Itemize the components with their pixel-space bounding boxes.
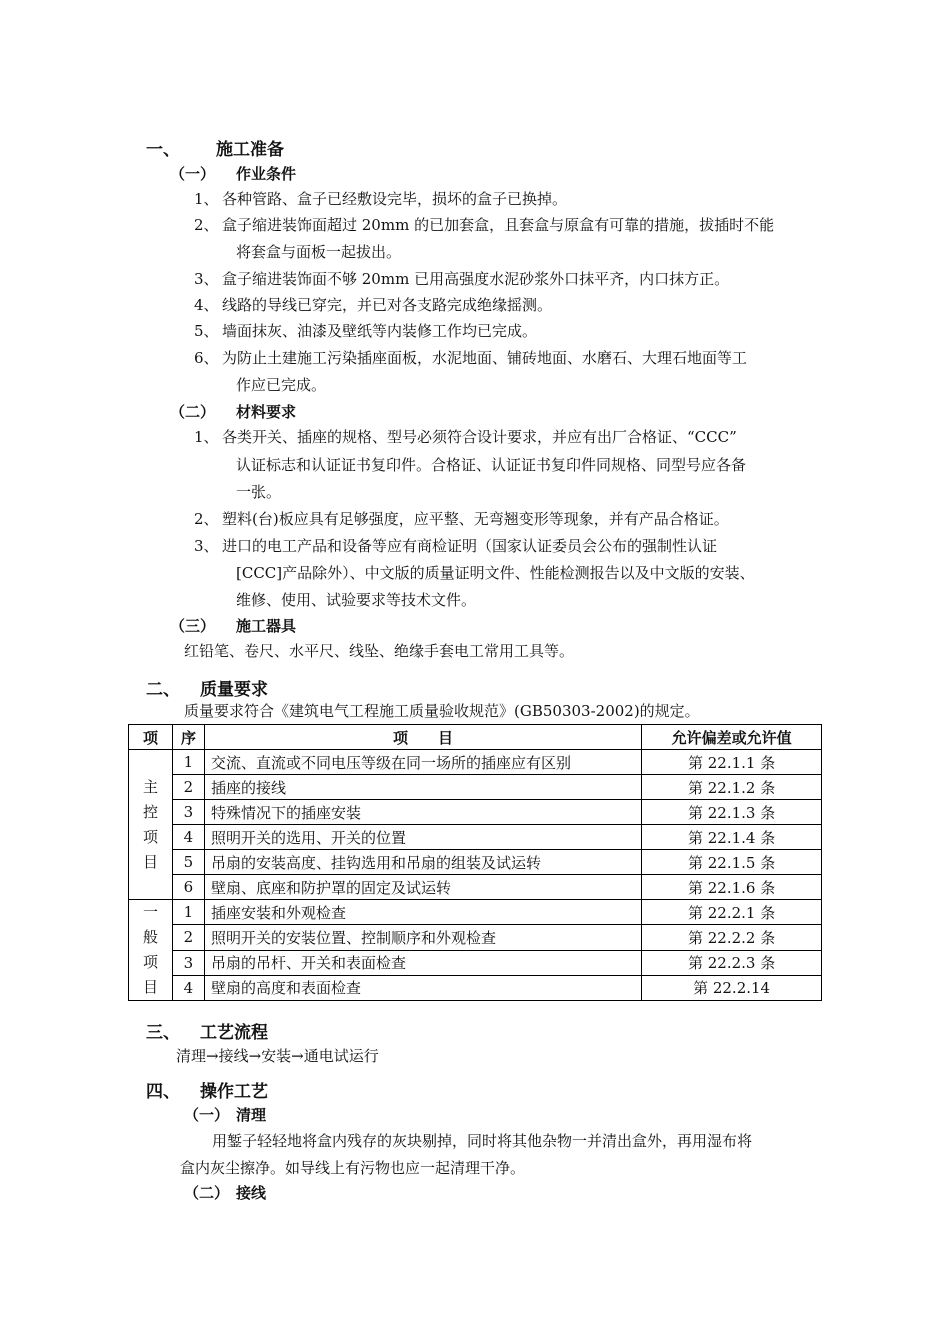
row-value: 第 22.1.6 条 xyxy=(642,875,822,900)
row-seq: 2 xyxy=(172,775,204,800)
list-item-continued: 将套盒与面板一起拔出。 xyxy=(236,243,402,261)
row-item: 吊扇的吊杆、开关和表面检查 xyxy=(204,950,641,975)
table-header-row xyxy=(129,725,822,750)
list-item-continued: 作应已完成。 xyxy=(236,376,327,394)
list-number: 2、 xyxy=(194,510,219,528)
list-item-continued: 维修、使用、试验要求等技术文件。 xyxy=(236,591,477,609)
list-item: 塑料(台)板应具有足够强度，应平整、无弯翘变形等现象，并有产品合格证。 xyxy=(222,510,729,528)
table-row xyxy=(129,875,822,900)
row-value: 第 22.1.5 条 xyxy=(642,850,822,875)
row-value: 第 22.2.3 条 xyxy=(642,950,822,975)
sub-1-1-title: 作业条件 xyxy=(236,165,297,183)
row-item: 特殊情况下的插座安装 xyxy=(204,800,641,825)
list-item: 进口的电工产品和设备等应有商检证明（国家认证委员会公布的强制性认证 xyxy=(222,537,718,555)
quality-intro: 质量要求符合《建筑电气工程施工质量验收规范》(GB50303-2002)的规定。 xyxy=(184,702,700,720)
list-number: 1、 xyxy=(194,428,219,446)
row-seq: 2 xyxy=(172,925,204,950)
cleaning-text: 用錾子轻轻地将盒内残存的灰块剔掉，同时将其他杂物一并清出盒外，再用湿布将 xyxy=(212,1132,753,1150)
section-4-title: 操作工艺 xyxy=(200,1082,268,1102)
row-value: 第 22.1.4 条 xyxy=(642,825,822,850)
list-item-continued: 一张。 xyxy=(236,483,282,501)
list-number: 6、 xyxy=(194,349,219,367)
row-item: 吊扇的安装高度、挂钩选用和吊扇的组装及试运转 xyxy=(204,850,641,875)
row-seq: 5 xyxy=(172,850,204,875)
list-number: 4、 xyxy=(194,296,219,314)
table-row xyxy=(129,825,822,850)
row-value: 第 22.1.1 条 xyxy=(642,750,822,775)
table-row xyxy=(129,925,822,950)
sub-4-2-number: （二） xyxy=(184,1184,230,1202)
row-value: 第 22.1.2 条 xyxy=(642,775,822,800)
section-3-title: 工艺流程 xyxy=(200,1023,268,1043)
row-seq: 4 xyxy=(172,975,204,1000)
group-main-control: 主 控 项 目 xyxy=(129,750,173,900)
section-2-number: 二、 xyxy=(146,680,180,700)
row-seq: 6 xyxy=(172,875,204,900)
row-value: 第 22.2.1 条 xyxy=(642,900,822,925)
list-number: 3、 xyxy=(194,537,219,555)
section-1-title: 施工准备 xyxy=(216,140,284,160)
sub-4-2-title: 接线 xyxy=(236,1184,267,1202)
list-item: 各种管路、盒子已经敷设完毕，损坏的盒子已换掉。 xyxy=(222,190,568,208)
row-seq: 3 xyxy=(172,800,204,825)
row-item: 插座的接线 xyxy=(204,775,641,800)
table-row xyxy=(129,900,822,925)
list-number: 2、 xyxy=(194,216,219,234)
table-row xyxy=(129,850,822,875)
list-item: 盒子缩进装饰面超过 20mm 的已加套盒，且套盒与原盒有可靠的措施，拔插时不能 xyxy=(222,216,775,234)
row-item: 照明开关的选用、开关的位置 xyxy=(204,825,641,850)
section-4-number: 四、 xyxy=(146,1082,180,1102)
section-1-number: 一、 xyxy=(146,140,180,160)
row-item: 交流、直流或不同电压等级在同一场所的插座应有区别 xyxy=(204,750,641,775)
header-seq: 序 xyxy=(172,725,204,750)
process-flow: 清理→接线→安装→通电试运行 xyxy=(176,1047,379,1065)
row-item: 壁扇的高度和表面检查 xyxy=(204,975,641,1000)
sub-1-2-number: （二） xyxy=(170,403,216,421)
row-item: 壁扇、底座和防护罩的固定及试运转 xyxy=(204,875,641,900)
row-value: 第 22.2.2 条 xyxy=(642,925,822,950)
list-item: 各类开关、插座的规格、型号必须符合设计要求，并应有出厂合格证、“CCC” xyxy=(222,428,737,446)
section-3-number: 三、 xyxy=(146,1023,180,1043)
cleaning-text-continued: 盒内灰尘擦净。如导线上有污物也应一起清理干净。 xyxy=(180,1159,526,1177)
table-row xyxy=(129,775,822,800)
header-allowance: 允许偏差或允许值 xyxy=(642,725,822,750)
section-2-title: 质量要求 xyxy=(200,680,268,700)
row-item: 照明开关的安装位置、控制顺序和外观检查 xyxy=(204,925,641,950)
list-number: 1、 xyxy=(194,190,219,208)
sub-4-1-title: 清理 xyxy=(236,1106,267,1124)
sub-1-2-title: 材料要求 xyxy=(236,403,297,421)
list-number: 5、 xyxy=(194,322,219,340)
table-row xyxy=(129,975,822,1000)
row-value: 第 22.2.14 xyxy=(642,975,822,1000)
group-general: 一 般 项 目 xyxy=(129,900,173,1001)
table-row xyxy=(129,950,822,975)
sub-4-1-number: （一） xyxy=(184,1106,230,1124)
quality-table xyxy=(128,724,822,1001)
list-item: 线路的导线已穿完，并已对各支路完成绝缘摇测。 xyxy=(222,296,553,314)
sub-1-1-number: （一） xyxy=(170,165,216,183)
sub-1-3-number: （三） xyxy=(170,617,216,635)
row-value: 第 22.1.3 条 xyxy=(642,800,822,825)
row-seq: 3 xyxy=(172,950,204,975)
list-number: 3、 xyxy=(194,270,219,288)
tools-text: 红铅笔、卷尺、水平尺、线坠、绝缘手套电工常用工具等。 xyxy=(184,642,575,660)
row-item: 插座安装和外观检查 xyxy=(204,900,641,925)
header-item: 项 目 xyxy=(204,725,641,750)
row-seq: 1 xyxy=(172,900,204,925)
list-item-continued: [CCC]产品除外）、中文版的质量证明文件、性能检测报告以及中文版的安装、 xyxy=(236,564,755,582)
row-seq: 1 xyxy=(172,750,204,775)
table-row xyxy=(129,800,822,825)
list-item: 墙面抹灰、油漆及壁纸等内装修工作均已完成。 xyxy=(222,322,538,340)
table-row xyxy=(129,750,822,775)
list-item: 为防止土建施工污染插座面板，水泥地面、铺砖地面、水磨石、大理石地面等工 xyxy=(222,349,748,367)
list-item-continued: 认证标志和认证证书复印件。合格证、认证证书复印件同规格、同型号应各备 xyxy=(236,456,747,474)
list-item: 盒子缩进装饰面不够 20mm 已用高强度水泥砂浆外口抹平齐，内口抹方正。 xyxy=(222,270,730,288)
sub-1-3-title: 施工器具 xyxy=(236,617,297,635)
row-seq: 4 xyxy=(172,825,204,850)
header-category: 项 xyxy=(129,725,173,750)
